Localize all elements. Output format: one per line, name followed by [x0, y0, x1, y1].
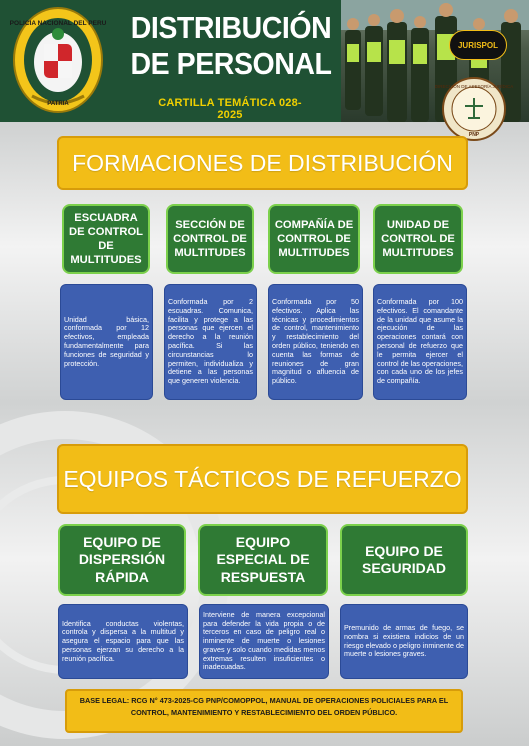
- badge-text: POLICIA NACIONAL DEL PERU: [9, 20, 107, 27]
- card-unidad: UNIDAD DE CONTROL DE MULTITUDES: [373, 204, 463, 274]
- jurispol-logo: JURISPOL: [449, 30, 507, 60]
- page-title: DISTRIBUCIÓN DE PERSONAL: [130, 10, 332, 81]
- description-seccion-text: Conformada por 2 escuadras. Comunica, facilita y protege a las personas que ejercen el derecho a la reunión pacífica. Si las circunstancias lo permiten, individualiza y detiene a las personas que generen violencia.: [168, 297, 253, 386]
- police-badge-icon: [9, 6, 107, 116]
- description-dispersion-text: Identifica conductas violentas, controla y dispersa a la multitud y asegura el espacio para que las personas ejerzan su derecho a la reunión pacífica.: [62, 618, 184, 663]
- badge-bottom-text: PATRIA: [47, 101, 69, 107]
- description-especial-text: Interviene de manera excepcional para defender la vida propia o de terceros en caso de peligro real o inminente de muerte o lesiones graves y solo cuando medidas menos extremas resulten insuficientes o inadecuadas.: [203, 609, 325, 672]
- page-subtitle: CARTILLA TEMÁTICA 028-2025: [158, 97, 302, 121]
- description-escuadra-text: Unidad básica, conformada por 12 efectivos, empleada fundamentalmente para funciones de seguridad y protección.: [64, 314, 149, 368]
- description-dispersion: [58, 604, 188, 679]
- description-unidad-text: Conformada por 100 efectivos. El comandante de la unidad que asume la ejecución de las operaciones contará con personal de refuerzo que le permita ejercer el control de las operaciones, con cada uno de los jefes de compañía.: [377, 297, 463, 386]
- card-especial: EQUIPO ESPECIAL DE RESPUESTA: [198, 524, 328, 596]
- card-escuadra: ESCUADRA DE CONTROL DE MULTITUDES: [62, 204, 150, 274]
- card-seguridad: EQUIPO DE SEGURIDAD: [340, 524, 468, 596]
- card-seccion: SECCIÓN DE CONTROL DE MULTITUDES: [166, 204, 254, 274]
- description-unidad: [373, 284, 467, 400]
- description-escuadra: [60, 284, 153, 400]
- description-especial: [199, 604, 329, 679]
- description-seguridad: [340, 604, 468, 679]
- card-dispersion: EQUIPO DE DISPERSIÓN RÁPIDA: [58, 524, 186, 596]
- header-banner: [0, 0, 529, 138]
- description-compania-text: Conformada por 50 efectivos. Aplica las técnicas y procedimientos de control, mantenimiento y restablecimiento del orden público, teniendo en cuenta las formas de reuniones de gran magnitud o afluencia de público.: [272, 297, 359, 386]
- seal-bottom-text: PNP: [468, 132, 480, 138]
- legal-basis-note: BASE LEGAL: RCG N° 473-2025-CG PNP/COMOPPOL, MANUAL DE OPERACIONES POLICIALES PARA EL CONTROL, MANTENIMIENTO Y RESTABLECIMIENTO DEL ORDEN PÚBLICO.: [65, 689, 463, 733]
- card-compania: COMPAÑÍA DE CONTROL DE MULTITUDES: [268, 204, 360, 274]
- legal-advisory-seal-icon: [434, 76, 514, 142]
- description-compania: [268, 284, 363, 400]
- description-seguridad-text: Premunido de armas de fuego, se nombra si existiera indicios de un riesgo elevado o peligro inminente de muerte o lesiones graves.: [344, 622, 464, 659]
- officers-photo: [341, 0, 529, 138]
- section-title-equipos: EQUIPOS TÁCTICOS DE REFUERZO: [57, 444, 468, 514]
- seal-text: DIRECCIÓN DE ASESORÍA JURÍDICA: [434, 84, 514, 89]
- description-seccion: [164, 284, 257, 400]
- section-title-formaciones: FORMACIONES DE DISTRIBUCIÓN: [57, 136, 468, 190]
